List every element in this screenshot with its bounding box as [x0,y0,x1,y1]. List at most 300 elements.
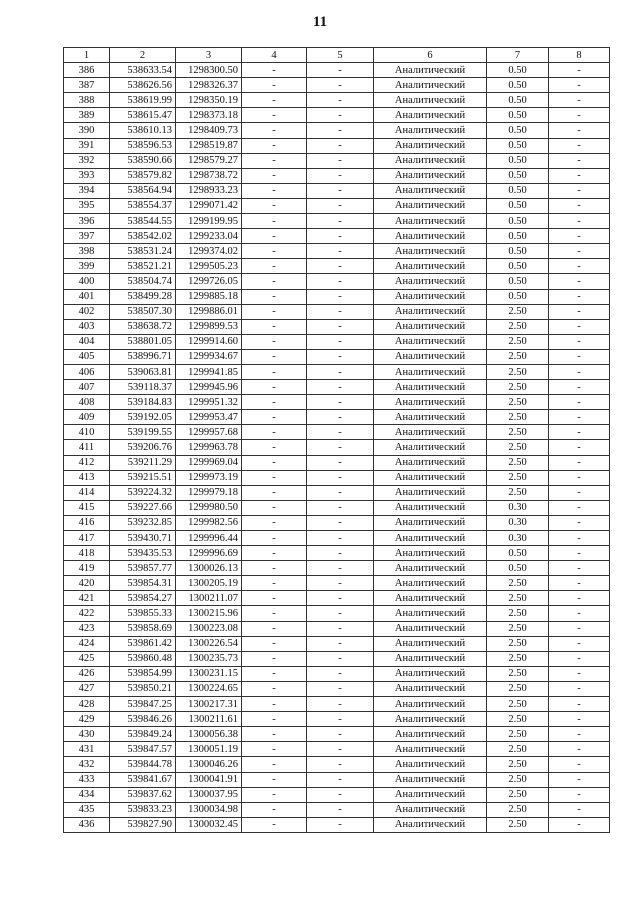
col-5-value-cell: - [307,334,374,349]
table-row [64,274,610,289]
y-coordinate-cell: 1300211.61 [176,712,242,727]
method-cell: Аналитический [374,349,487,364]
col-5-value-cell: - [307,485,374,500]
precision-cell: 2.50 [487,334,549,349]
col-8-value-cell: - [549,531,610,546]
precision-cell: 0.50 [487,183,549,198]
col-8-value-cell: - [549,123,610,138]
precision-cell: 0.50 [487,214,549,229]
x-coordinate-cell: 539199.55 [110,425,176,440]
col-8-value-cell: - [549,259,610,274]
y-coordinate-cell: 1299886.01 [176,304,242,319]
x-coordinate-cell: 539430.71 [110,531,176,546]
method-cell: Аналитический [374,621,487,636]
precision-cell: 2.50 [487,712,549,727]
table-row [64,681,610,696]
point-number-cell: 422 [64,606,110,621]
col-8-value-cell: - [549,636,610,651]
table-row [64,576,610,591]
method-cell: Аналитический [374,531,487,546]
col-5-value-cell: - [307,78,374,93]
precision-cell: 0.50 [487,229,549,244]
col-8-value-cell: - [549,817,610,832]
col-8-value-cell: - [549,349,610,364]
method-cell: Аналитический [374,697,487,712]
precision-cell: 0.50 [487,198,549,213]
col-8-value-cell: - [549,802,610,817]
y-coordinate-cell: 1299934.67 [176,349,242,364]
col-8-value-cell: - [549,214,610,229]
col-4-value-cell: - [242,500,307,515]
precision-cell: 2.50 [487,410,549,425]
point-number-cell: 411 [64,440,110,455]
col-5-value-cell: - [307,712,374,727]
point-number-cell: 426 [64,666,110,681]
method-cell: Аналитический [374,380,487,395]
y-coordinate-cell: 1298326.37 [176,78,242,93]
y-coordinate-cell: 1299996.44 [176,531,242,546]
table-row [64,63,610,78]
x-coordinate-cell: 539227.66 [110,500,176,515]
col-4-value-cell: - [242,334,307,349]
table-row [64,606,610,621]
x-coordinate-cell: 539192.05 [110,410,176,425]
table-row [64,364,610,379]
col-8-value-cell: - [549,289,610,304]
col-8-value-cell: - [549,621,610,636]
col-4-value-cell: - [242,531,307,546]
x-coordinate-cell: 538564.94 [110,183,176,198]
table-row [64,198,610,213]
col-8-value-cell: - [549,183,610,198]
col-8-value-cell: - [549,757,610,772]
method-cell: Аналитический [374,183,487,198]
method-cell: Аналитический [374,108,487,123]
table-row [64,727,610,742]
x-coordinate-cell: 538801.05 [110,334,176,349]
precision-cell: 2.50 [487,455,549,470]
col-5-value-cell: - [307,561,374,576]
method-cell: Аналитический [374,712,487,727]
y-coordinate-cell: 1300205.19 [176,576,242,591]
col-5-value-cell: - [307,697,374,712]
y-coordinate-cell: 1299941.85 [176,364,242,379]
col-5-value-cell: - [307,244,374,259]
table-row [64,153,610,168]
x-coordinate-cell: 538590.66 [110,153,176,168]
table-row [64,123,610,138]
point-number-cell: 399 [64,259,110,274]
col-4-value-cell: - [242,515,307,530]
table-row [64,470,610,485]
coordinates-table [63,47,610,833]
col-8-value-cell: - [549,440,610,455]
col-5-value-cell: - [307,636,374,651]
method-cell: Аналитический [374,787,487,802]
point-number-cell: 435 [64,802,110,817]
y-coordinate-cell: 1299374.02 [176,244,242,259]
y-coordinate-cell: 1299982.56 [176,515,242,530]
method-cell: Аналитический [374,651,487,666]
precision-cell: 0.30 [487,531,549,546]
y-coordinate-cell: 1300226.54 [176,636,242,651]
precision-cell: 2.50 [487,817,549,832]
x-coordinate-cell: 538544.55 [110,214,176,229]
col-4-value-cell: - [242,259,307,274]
col-5-value-cell: - [307,319,374,334]
x-coordinate-cell: 539855.33 [110,606,176,621]
point-number-cell: 424 [64,636,110,651]
x-coordinate-cell: 539833.23 [110,802,176,817]
precision-cell: 2.50 [487,349,549,364]
y-coordinate-cell: 1300026.13 [176,561,242,576]
table-row [64,772,610,787]
x-coordinate-cell: 539827.90 [110,817,176,832]
table-row [64,425,610,440]
x-coordinate-cell: 538633.54 [110,63,176,78]
col-5-value-cell: - [307,108,374,123]
point-number-cell: 395 [64,198,110,213]
precision-cell: 2.50 [487,606,549,621]
column-header-7: 7 [487,48,549,63]
method-cell: Аналитический [374,229,487,244]
method-cell: Аналитический [374,123,487,138]
method-cell: Аналитический [374,138,487,153]
precision-cell: 0.30 [487,500,549,515]
method-cell: Аналитический [374,198,487,213]
x-coordinate-cell: 538615.47 [110,108,176,123]
x-coordinate-cell: 539224.32 [110,485,176,500]
y-coordinate-cell: 1300046.26 [176,757,242,772]
point-number-cell: 415 [64,500,110,515]
col-5-value-cell: - [307,681,374,696]
col-8-value-cell: - [549,334,610,349]
point-number-cell: 406 [64,364,110,379]
x-coordinate-cell: 539854.99 [110,666,176,681]
table-row [64,349,610,364]
table-row [64,168,610,183]
col-4-value-cell: - [242,576,307,591]
point-number-cell: 419 [64,561,110,576]
precision-cell: 2.50 [487,485,549,500]
x-coordinate-cell: 538521.21 [110,259,176,274]
col-4-value-cell: - [242,229,307,244]
x-coordinate-cell: 539858.69 [110,621,176,636]
precision-cell: 0.50 [487,259,549,274]
col-5-value-cell: - [307,198,374,213]
table-row [64,742,610,757]
point-number-cell: 398 [64,244,110,259]
precision-cell: 2.50 [487,697,549,712]
col-5-value-cell: - [307,440,374,455]
col-5-value-cell: - [307,742,374,757]
precision-cell: 0.50 [487,78,549,93]
table-row [64,183,610,198]
point-number-cell: 410 [64,425,110,440]
method-cell: Аналитический [374,500,487,515]
col-8-value-cell: - [549,742,610,757]
y-coordinate-cell: 1300235.73 [176,651,242,666]
col-5-value-cell: - [307,259,374,274]
table-row [64,108,610,123]
col-4-value-cell: - [242,93,307,108]
precision-cell: 2.50 [487,304,549,319]
method-cell: Аналитический [374,470,487,485]
col-8-value-cell: - [549,244,610,259]
x-coordinate-cell: 538638.72 [110,319,176,334]
col-4-value-cell: - [242,757,307,772]
method-cell: Аналитический [374,515,487,530]
col-4-value-cell: - [242,697,307,712]
precision-cell: 2.50 [487,666,549,681]
precision-cell: 0.50 [487,108,549,123]
col-8-value-cell: - [549,500,610,515]
col-5-value-cell: - [307,425,374,440]
point-number-cell: 390 [64,123,110,138]
x-coordinate-cell: 539211.29 [110,455,176,470]
point-number-cell: 427 [64,681,110,696]
method-cell: Аналитический [374,214,487,229]
col-8-value-cell: - [549,168,610,183]
col-5-value-cell: - [307,153,374,168]
table-body [64,63,610,833]
precision-cell: 2.50 [487,742,549,757]
method-cell: Аналитический [374,274,487,289]
y-coordinate-cell: 1299980.50 [176,500,242,515]
point-number-cell: 409 [64,410,110,425]
point-number-cell: 423 [64,621,110,636]
col-5-value-cell: - [307,727,374,742]
table-row [64,319,610,334]
col-8-value-cell: - [549,229,610,244]
method-cell: Аналитический [374,289,487,304]
precision-cell: 2.50 [487,787,549,802]
column-header-1: 1 [64,48,110,63]
page-number: 11 [312,14,328,30]
x-coordinate-cell: 539063.81 [110,364,176,379]
table-row [64,214,610,229]
table-row [64,561,610,576]
col-8-value-cell: - [549,576,610,591]
col-5-value-cell: - [307,576,374,591]
y-coordinate-cell: 1299951.32 [176,395,242,410]
col-4-value-cell: - [242,364,307,379]
precision-cell: 2.50 [487,772,549,787]
point-number-cell: 402 [64,304,110,319]
y-coordinate-cell: 1299885.18 [176,289,242,304]
point-number-cell: 393 [64,168,110,183]
method-cell: Аналитический [374,440,487,455]
col-8-value-cell: - [549,787,610,802]
col-8-value-cell: - [549,546,610,561]
x-coordinate-cell: 539844.78 [110,757,176,772]
col-8-value-cell: - [549,93,610,108]
method-cell: Аналитический [374,561,487,576]
x-coordinate-cell: 539232.85 [110,515,176,530]
col-8-value-cell: - [549,515,610,530]
method-cell: Аналитический [374,681,487,696]
x-coordinate-cell: 538996.71 [110,349,176,364]
precision-cell: 2.50 [487,681,549,696]
precision-cell: 2.50 [487,440,549,455]
col-4-value-cell: - [242,410,307,425]
precision-cell: 2.50 [487,802,549,817]
table-row [64,651,610,666]
x-coordinate-cell: 538542.02 [110,229,176,244]
col-4-value-cell: - [242,455,307,470]
point-number-cell: 413 [64,470,110,485]
col-8-value-cell: - [549,455,610,470]
method-cell: Аналитический [374,666,487,681]
table-row [64,817,610,832]
x-coordinate-cell: 539215.51 [110,470,176,485]
y-coordinate-cell: 1300032.45 [176,817,242,832]
table-row [64,531,610,546]
method-cell: Аналитический [374,757,487,772]
col-4-value-cell: - [242,606,307,621]
method-cell: Аналитический [374,576,487,591]
col-4-value-cell: - [242,304,307,319]
point-number-cell: 386 [64,63,110,78]
precision-cell: 2.50 [487,636,549,651]
method-cell: Аналитический [374,93,487,108]
point-number-cell: 431 [64,742,110,757]
table-row [64,500,610,515]
precision-cell: 2.50 [487,591,549,606]
table-row [64,244,610,259]
x-coordinate-cell: 539184.83 [110,395,176,410]
table-row [64,757,610,772]
table-row [64,93,610,108]
table-row [64,410,610,425]
col-5-value-cell: - [307,214,374,229]
method-cell: Аналитический [374,410,487,425]
col-8-value-cell: - [549,198,610,213]
precision-cell: 2.50 [487,727,549,742]
col-4-value-cell: - [242,123,307,138]
method-cell: Аналитический [374,153,487,168]
y-coordinate-cell: 1298933.23 [176,183,242,198]
precision-cell: 0.50 [487,153,549,168]
col-8-value-cell: - [549,138,610,153]
col-8-value-cell: - [549,591,610,606]
x-coordinate-cell: 539847.25 [110,697,176,712]
method-cell: Аналитический [374,802,487,817]
y-coordinate-cell: 1298300.50 [176,63,242,78]
col-4-value-cell: - [242,802,307,817]
point-number-cell: 433 [64,772,110,787]
col-4-value-cell: - [242,274,307,289]
y-coordinate-cell: 1299899.53 [176,319,242,334]
col-5-value-cell: - [307,274,374,289]
point-number-cell: 430 [64,727,110,742]
method-cell: Аналитический [374,244,487,259]
col-5-value-cell: - [307,757,374,772]
method-cell: Аналитический [374,259,487,274]
table-row [64,666,610,681]
precision-cell: 2.50 [487,380,549,395]
table-row [64,802,610,817]
col-5-value-cell: - [307,289,374,304]
method-cell: Аналитический [374,546,487,561]
x-coordinate-cell: 539850.21 [110,681,176,696]
x-coordinate-cell: 539857.77 [110,561,176,576]
point-number-cell: 420 [64,576,110,591]
col-8-value-cell: - [549,153,610,168]
y-coordinate-cell: 1298579.27 [176,153,242,168]
col-5-value-cell: - [307,666,374,681]
method-cell: Аналитический [374,485,487,500]
precision-cell: 2.50 [487,319,549,334]
col-4-value-cell: - [242,349,307,364]
x-coordinate-cell: 538610.13 [110,123,176,138]
table-row [64,485,610,500]
col-5-value-cell: - [307,183,374,198]
col-8-value-cell: - [549,63,610,78]
method-cell: Аналитический [374,319,487,334]
col-5-value-cell: - [307,772,374,787]
table-row [64,546,610,561]
precision-cell: 0.50 [487,289,549,304]
col-8-value-cell: - [549,410,610,425]
table-row [64,229,610,244]
table-row [64,304,610,319]
precision-cell: 2.50 [487,364,549,379]
table-row [64,395,610,410]
col-5-value-cell: - [307,591,374,606]
point-number-cell: 425 [64,651,110,666]
y-coordinate-cell: 1300217.31 [176,697,242,712]
col-5-value-cell: - [307,531,374,546]
y-coordinate-cell: 1299914.60 [176,334,242,349]
x-coordinate-cell: 539854.31 [110,576,176,591]
col-5-value-cell: - [307,304,374,319]
point-number-cell: 414 [64,485,110,500]
col-5-value-cell: - [307,470,374,485]
col-4-value-cell: - [242,78,307,93]
header-row [64,48,610,63]
col-5-value-cell: - [307,546,374,561]
col-8-value-cell: - [549,772,610,787]
precision-cell: 2.50 [487,651,549,666]
y-coordinate-cell: 1298409.73 [176,123,242,138]
point-number-cell: 436 [64,817,110,832]
x-coordinate-cell: 539861.42 [110,636,176,651]
y-coordinate-cell: 1299973.19 [176,470,242,485]
method-cell: Аналитический [374,772,487,787]
precision-cell: 2.50 [487,425,549,440]
method-cell: Аналитический [374,591,487,606]
col-5-value-cell: - [307,93,374,108]
method-cell: Аналитический [374,425,487,440]
col-5-value-cell: - [307,168,374,183]
col-4-value-cell: - [242,425,307,440]
y-coordinate-cell: 1300223.08 [176,621,242,636]
point-number-cell: 429 [64,712,110,727]
col-5-value-cell: - [307,455,374,470]
point-number-cell: 396 [64,214,110,229]
x-coordinate-cell: 539860.48 [110,651,176,666]
col-4-value-cell: - [242,319,307,334]
col-4-value-cell: - [242,666,307,681]
table-row [64,138,610,153]
y-coordinate-cell: 1299963.78 [176,440,242,455]
x-coordinate-cell: 539847.57 [110,742,176,757]
y-coordinate-cell: 1299505.23 [176,259,242,274]
x-coordinate-cell: 539849.24 [110,727,176,742]
table-row [64,440,610,455]
x-coordinate-cell: 539837.62 [110,787,176,802]
